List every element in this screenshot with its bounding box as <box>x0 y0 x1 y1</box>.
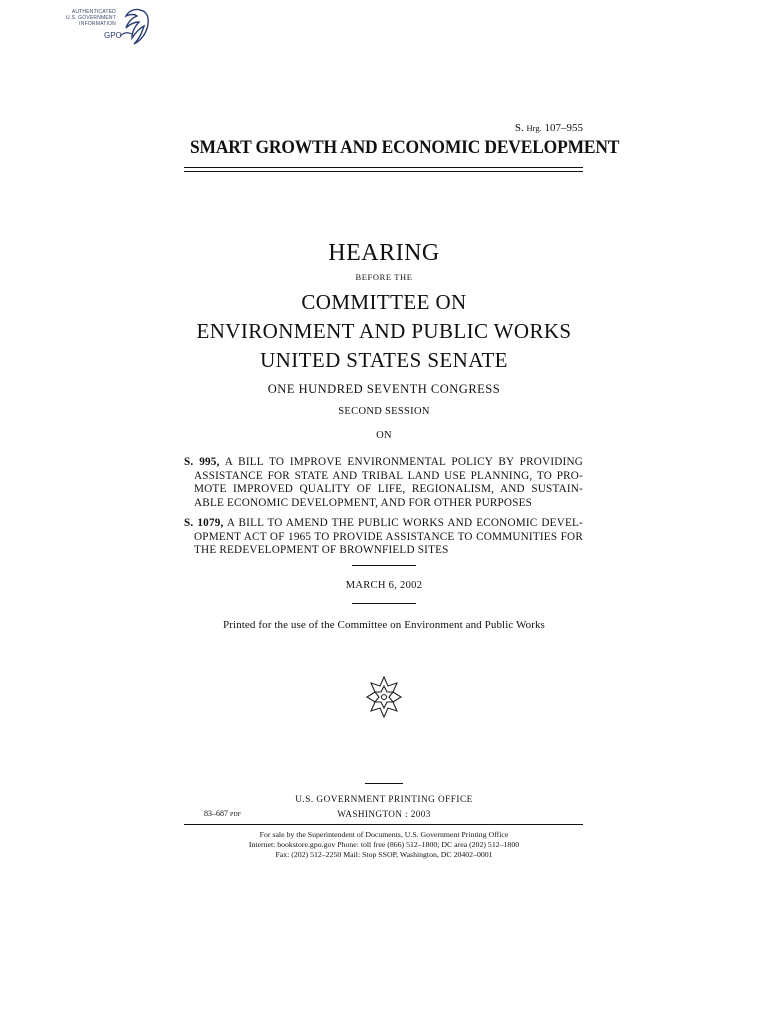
sale-line: Fax: (202) 512–2250 Mail: Stop SSOP, Washington, DC 20402–0001 <box>275 850 493 859</box>
hearing-date: MARCH 6, 2002 <box>345 580 423 591</box>
title-rule-bottom <box>184 171 583 172</box>
committee-line-1: COMMITTEE ON <box>301 290 467 314</box>
gpo-authenticated-logo <box>58 6 148 48</box>
logo-gpo-text: GPO <box>104 31 122 40</box>
bill-description: A BILL TO IMPROVE ENVIRONMENTAL POLICY BY PROVIDING ASSISTANCE FOR STATE AND TRIBAL LAND USE PLANNING, TO PRO-MOTE IMPROVED QUALITY OF LIFE, REGIONALISM, AND SUSTAIN-ABLE ECONOMIC DEVELOPMENT, AND FOR OTHER PURPOSES <box>194 456 584 509</box>
hearing-number-prefix: S. <box>514 122 524 134</box>
sale-line: For sale by the Superintendent of Documents, U.S. Government Printing Office <box>259 830 509 839</box>
session-label: SECOND SESSION <box>338 406 430 417</box>
before-the-label: BEFORE THE <box>355 272 413 282</box>
bill-description: A BILL TO AMEND THE PUBLIC WORKS AND ECONOMIC DEVEL-OPMENT ACT OF 1965 TO PROVIDE ASSISTANCE TO COMMUNITIES FOR THE REDEVELOPMENT OF BROWNFIELD SITES <box>194 517 583 557</box>
publication-year: : 2003 <box>405 809 431 819</box>
bill-s995 <box>184 456 583 510</box>
printed-for-note: Printed for the use of the Committee on Environment and Public Works <box>223 619 545 631</box>
hearing-heading: HEARING <box>328 240 440 266</box>
date-rule-bottom <box>352 603 416 604</box>
publication-place <box>0 809 768 819</box>
hearing-number <box>515 122 583 134</box>
hearing-number-label: Hrg. <box>526 123 542 133</box>
eagle-icon <box>110 6 150 48</box>
committee-line-3: UNITED STATES SENATE <box>260 348 508 372</box>
star-ornament-icon <box>364 674 404 720</box>
publisher-name: U.S. GOVERNMENT PRINTING OFFICE <box>295 794 473 804</box>
footer-rule <box>184 824 583 825</box>
hearing-number-value: 107–955 <box>544 122 583 134</box>
committee-line-2: ENVIRONMENT AND PUBLIC WORKS <box>196 319 572 343</box>
place-name: WASHINGTON <box>337 809 403 819</box>
logo-line: INFORMATION <box>79 21 116 27</box>
sale-information <box>0 830 768 860</box>
logo-text <box>60 9 116 27</box>
congress-label: ONE HUNDRED SEVENTH CONGRESS <box>267 382 501 396</box>
title-rule-top <box>184 167 583 168</box>
sale-line: Internet: bookstore.gpo.gov Phone: toll free (866) 512–1800; DC area (202) 512–1800 <box>248 840 520 849</box>
document-number-value: 83–687 <box>204 809 228 818</box>
document-title: SMART GROWTH AND ECONOMIC DEVELOPMENT <box>190 137 620 158</box>
logo-line: U.S. GOVERNMENT <box>66 15 116 21</box>
bill-number: S. 1079, <box>184 517 224 529</box>
publisher-rule <box>365 783 403 784</box>
bill-number: S. 995, <box>184 456 220 468</box>
on-label: ON <box>376 430 392 441</box>
logo-line: AUTHENTICATED <box>71 9 116 15</box>
bill-s1079 <box>184 517 583 558</box>
document-format: PDF <box>230 812 242 818</box>
date-rule-top <box>352 565 416 566</box>
